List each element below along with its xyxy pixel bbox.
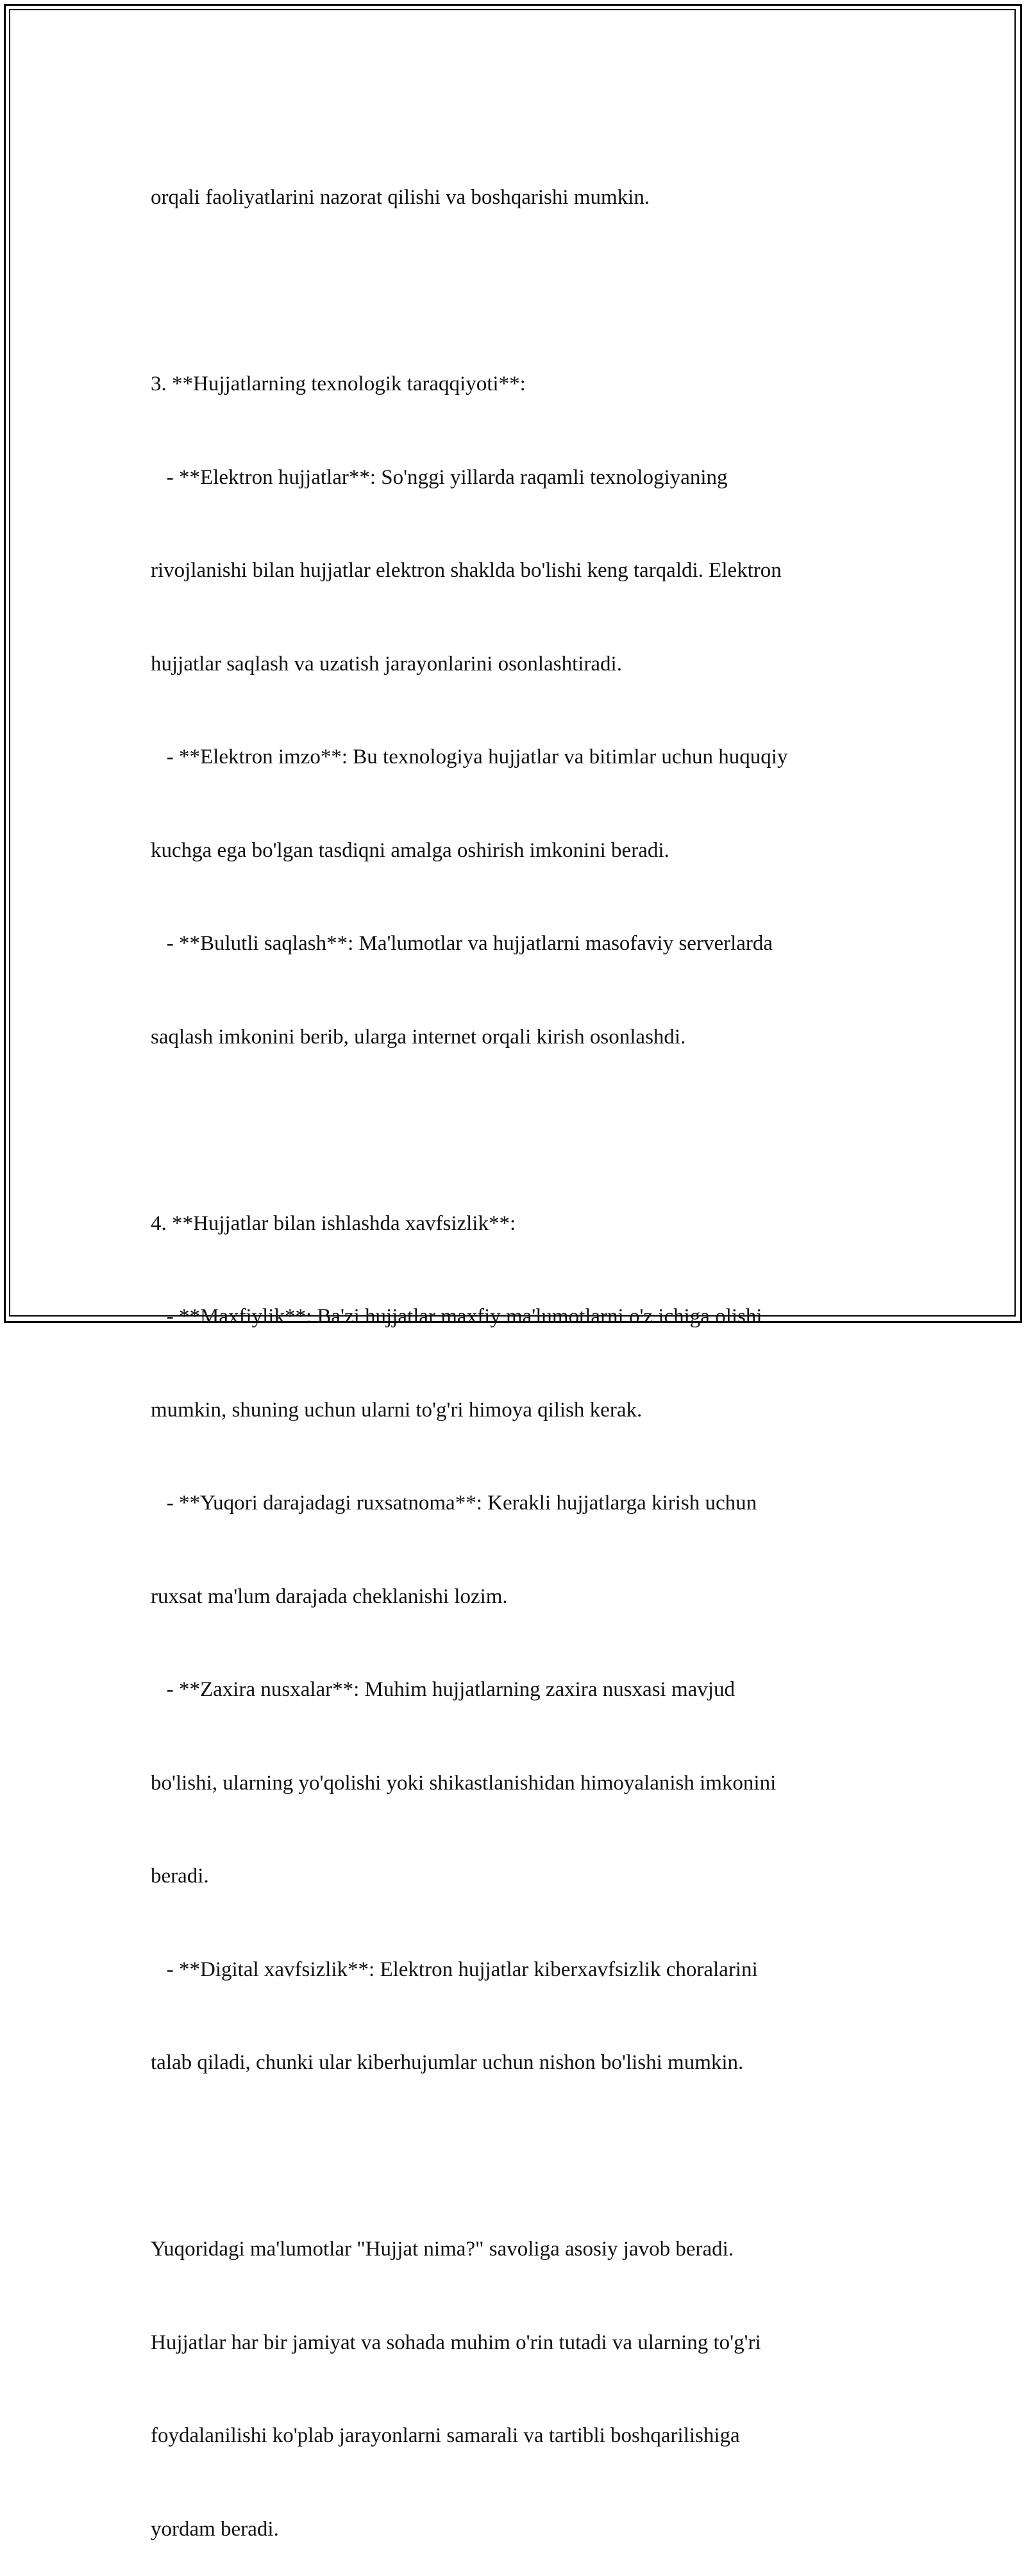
text-line: kuchga ega bo'lgan tasdiqni amalga oshirish imkonini beradi. <box>151 838 669 862</box>
text-line: orqali faoliyatlarini nazorat qilishi va boshqarishi mumkin. <box>151 186 650 209</box>
list-item-line: - **Elektron hujjatlar**: So'nggi yillarda raqamli texnologiyaning <box>151 465 728 489</box>
text-line: ruxsat ma'lum darajada cheklanishi lozim. <box>151 1584 508 1608</box>
list-item-line: - **Digital xavfsizlik**: Elektron hujjatlar kiberxavfsizlik choralarini <box>151 1957 758 1981</box>
blank-line <box>151 1115 882 1146</box>
list-item-line: - **Yuqori darajadagi ruxsatnoma**: Kerakli hujjatlarga kirish uchun <box>151 1492 757 1515</box>
text-line: rivojlanishi bilan hujjatlar elektron shaklda bo'lishi keng tarqaldi. Elektron <box>151 559 782 582</box>
list-item-line: - **Zaxira nusxalar**: Muhim hujjatlarning zaxira nusxasi mavjud <box>151 1678 735 1701</box>
conclusion-line: Yuqoridagi ma'lumotlar "Hujjat nima?" savoliga asosiy javob beradi. <box>151 2238 734 2261</box>
conclusion-line: yordam beradi. <box>151 2517 279 2541</box>
text-line: hujjatlar saqlash va uzatish jarayonlarini osonlashtiradi. <box>151 652 622 676</box>
blank-line <box>151 2141 882 2172</box>
section-heading: 3. **Hujjatlarning texnologik taraqqiyoti**: <box>151 372 526 395</box>
text-line: beradi. <box>151 1865 209 1888</box>
list-item-line: - **Bulutli saqlash**: Ma'lumotlar va hujjatlarni masofaviy serverlarda <box>151 932 773 955</box>
section-heading: 4. **Hujjatlar bilan ishlashda xavfsizlik**: <box>151 1211 516 1235</box>
conclusion-line: Hujjatlar har bir jamiyat va sohada muhim o'rin tutadi va ularning to'g'ri <box>151 2331 761 2354</box>
text-line: bo'lishi, ularning yo'qolishi yoki shikastlanishidan himoyalanish imkonini <box>151 1771 777 1795</box>
document-body <box>151 120 882 2576</box>
text-line: saqlash imkonini berib, ularga internet orqali kirish osonlashdi. <box>151 1025 686 1049</box>
text-line: talab qiladi, chunki ular kiberhujumlar uchun nishon bo'lishi mumkin. <box>151 2051 744 2074</box>
conclusion-line: foydalanilishi ko'plab jarayonlarni samarali va tartibli boshqarilishiga <box>151 2424 740 2447</box>
list-item-line: - **Maxfiylik**: Ba'zi hujjatlar maxfiy ma'lumotlarni o'z ichiga olishi <box>151 1305 762 1328</box>
text-line: mumkin, shuning uchun ularni to'g'ri himoya qilish kerak. <box>151 1398 643 1422</box>
list-item-line: - **Elektron imzo**: Bu texnologiya hujjatlar va bitimlar uchun huquqiy <box>151 745 788 769</box>
blank-line <box>151 276 882 307</box>
